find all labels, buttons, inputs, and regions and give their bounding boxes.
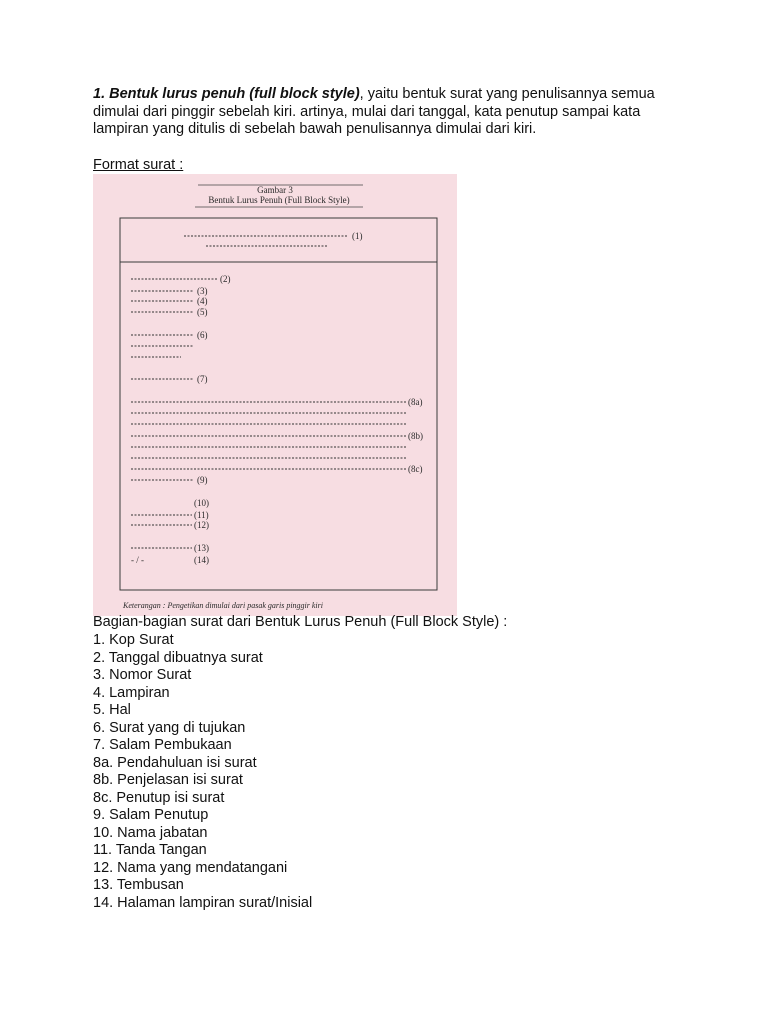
list-item: 12. Nama yang mendatangani (93, 859, 288, 876)
parts-list (93, 632, 312, 912)
letter-frame (120, 218, 437, 590)
marker-11: (11) (194, 510, 209, 520)
marker-9: (9) (197, 475, 208, 485)
letter-format-figure (93, 174, 457, 616)
marker-6: (6) (197, 330, 208, 340)
initials-marker: - / - (131, 555, 144, 565)
figure-subtitle: Bentuk Lurus Penuh (Full Block Style) (208, 195, 350, 205)
list-item: 10. Nama jabatan (93, 824, 208, 841)
list-item: 4. Lampiran (93, 684, 170, 701)
list-item: 3. Nomor Surat (93, 667, 192, 683)
marker-7: (7) (197, 374, 208, 384)
list-item: 5. Hal (93, 702, 131, 718)
marker-8c: (8c) (408, 464, 423, 474)
list-item: 14. Halaman lampiran surat/Inisial (93, 894, 313, 911)
marker-3: (3) (197, 286, 208, 296)
marker-12: (12) (194, 520, 209, 530)
intro-heading: 1. Bentuk lurus penuh (full block style) (93, 86, 360, 102)
list-item: 1. Kop Surat (93, 632, 174, 648)
list-item: 6. Surat yang di tujukan (93, 719, 246, 736)
marker-13: (13) (194, 543, 209, 553)
list-item: 8b. Penjelasan isi surat (93, 772, 243, 788)
list-item: 11. Tanda Tangan (93, 842, 207, 858)
list-item: 13. Tembusan (93, 877, 184, 893)
figure-title: Gambar 3 (257, 185, 293, 195)
marker-14: (14) (194, 555, 209, 565)
list-item: 7. Salam Pembukaan (93, 737, 232, 753)
marker-10: (10) (194, 498, 209, 508)
parts-list-title: Bagian-bagian surat dari Bentuk Lurus Penuh (Full Block Style) : (93, 614, 508, 630)
marker-5: (5) (197, 307, 208, 317)
intro-text: , yaitu bentuk surat yang penulisannya semua dimulai dari pinggir sebelah kiri. artinya, mulai dari tanggal, kata penutup sampai kata lampiran yang ditulis di sebelah bawah penulisannya dimulai dari kiri. (93, 86, 655, 137)
list-item: 8a. Pendahuluan isi surat (93, 754, 257, 771)
list-item: 8c. Penutup isi surat (93, 789, 225, 806)
list-item: 9. Salam Penutup (93, 807, 209, 823)
figure-svg (93, 174, 457, 616)
figure-caption: Keterangan : Pengetikan dimulai dari pasak garis pinggir kiri (123, 601, 323, 610)
intro-paragraph (93, 86, 673, 139)
marker-2: (2) (220, 274, 231, 284)
marker-1: (1) (352, 231, 363, 241)
marker-8a: (8a) (408, 397, 423, 407)
list-item: 2. Tanggal dibuatnya surat (93, 649, 263, 666)
marker-4: (4) (197, 296, 208, 306)
marker-8b: (8b) (408, 431, 423, 441)
format-label: Format surat : (93, 157, 184, 173)
